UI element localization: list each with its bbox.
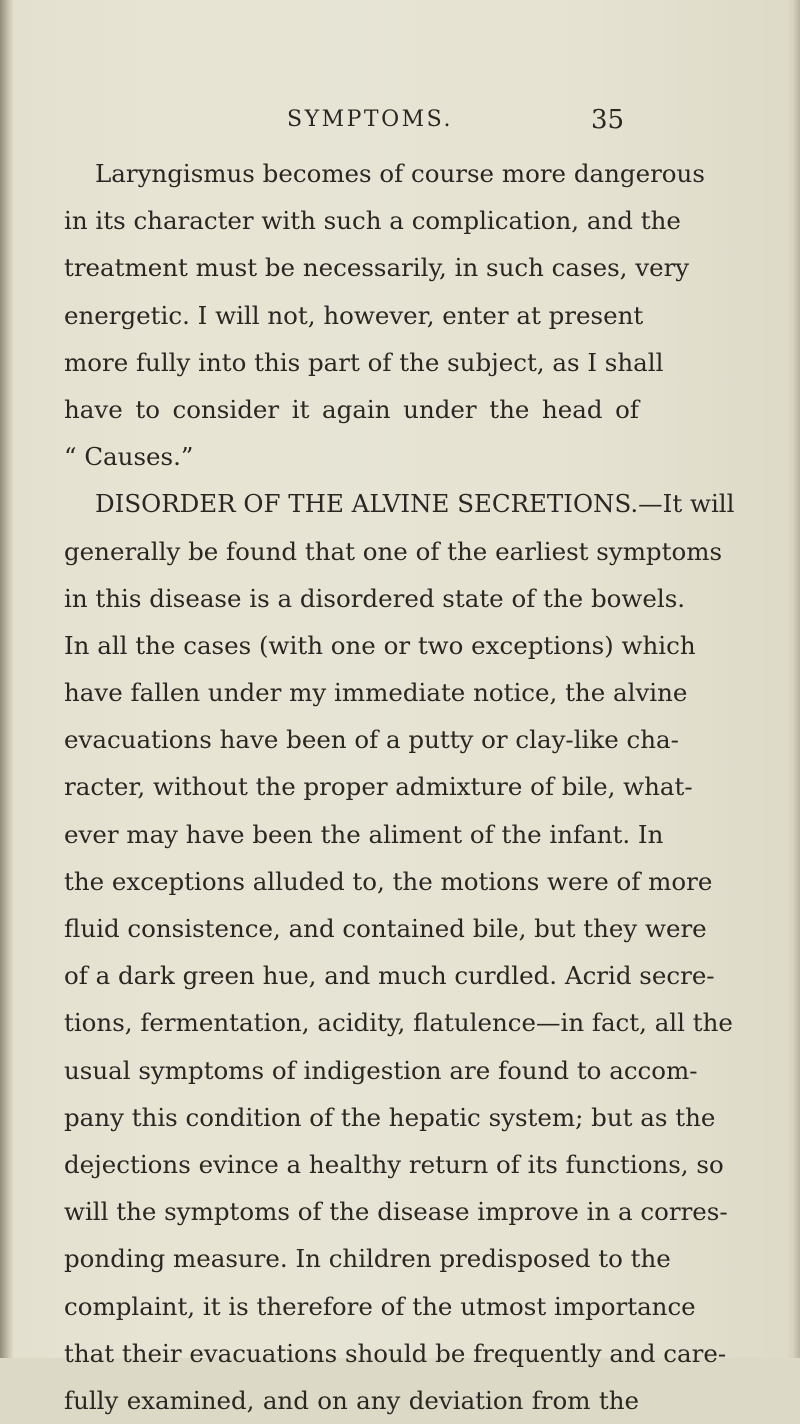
text-line: that their evacuations should be frequently and care- <box>64 1338 727 1368</box>
text-line: dejections evince a healthy return of its functions, so <box>64 1149 724 1179</box>
text-line: in its character with such a complication, and the <box>64 206 681 236</box>
page-header <box>0 103 800 143</box>
text-line: the exceptions alluded to, the motions were of more <box>64 866 713 896</box>
text-line: fully examined, and on any deviation from the <box>64 1385 639 1415</box>
text-line: have to consider it again under the head of <box>64 394 639 424</box>
text-line: ever may have been the aliment of the infant. In <box>64 819 664 849</box>
text-line: usual symptoms of indigestion are found to accom- <box>64 1055 698 1085</box>
text-line: tions, fermentation, acidity, flatulence—in fact, all the <box>64 1008 733 1038</box>
text-line: “ Causes.” <box>64 442 194 472</box>
running-head: SYMPTOMS. <box>287 107 453 132</box>
page-edge-shadow <box>786 0 800 1358</box>
text-line: In all the cases (with one or two exceptions) which <box>64 630 696 660</box>
text-line: DISORDER OF THE ALVINE SECRETIONS.—It will <box>95 489 735 519</box>
text-line: energetic. I will not, however, enter at present <box>64 300 644 330</box>
text-line: generally be found that one of the earliest symptoms <box>64 536 723 566</box>
text-line: more fully into this part of the subject, as I shall <box>64 347 664 377</box>
text-line: fluid consistence, and contained bile, but they were <box>64 914 707 943</box>
text-line: treatment must be necessarily, in such cases, very <box>64 253 690 283</box>
text-line: in this disease is a disordered state of the bowels. <box>64 583 686 613</box>
text-line: complaint, it is therefore of the utmost importance <box>64 1291 696 1321</box>
page-gutter-shadow <box>0 0 14 1358</box>
text-line: Laryngismus becomes of course more dangerous <box>95 159 705 188</box>
text-line: have fallen under my immediate notice, the alvine <box>64 678 688 708</box>
text-line: of a dark green hue, and much curdled. Acrid secre- <box>64 961 715 991</box>
paragraph-alvine-secretions <box>64 480 735 1424</box>
text-line: racter, without the proper admixture of bile, what- <box>64 772 693 802</box>
page-number: 35 <box>591 105 625 135</box>
text-line: pany this condition of the hepatic system; but as the <box>64 1102 716 1132</box>
text-line: evacuations have been of a putty or clay-like cha- <box>64 725 679 755</box>
body-text <box>64 150 735 1424</box>
text-line: will the symptoms of the disease improve in a corres- <box>64 1197 728 1227</box>
paragraph-laryngismus <box>64 150 705 480</box>
text-line: ponding measure. In children predisposed to the <box>64 1244 671 1274</box>
